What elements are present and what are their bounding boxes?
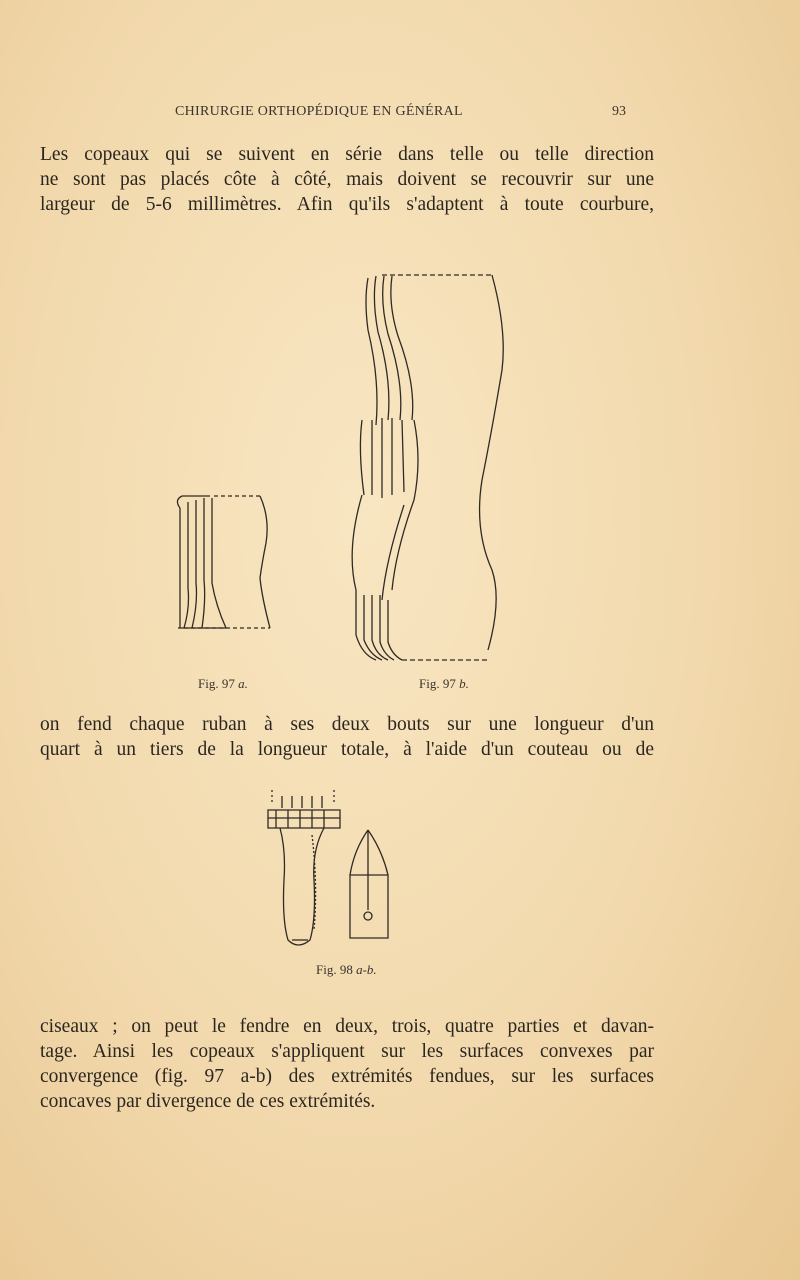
paragraph-3 (40, 1014, 654, 1114)
caption-letter: b. (459, 676, 469, 691)
paragraph-1 (40, 142, 654, 217)
figure-98-caption (316, 962, 377, 978)
page-number: 93 (612, 104, 626, 119)
paragraph-2 (40, 712, 654, 762)
text-line: largeur de 5-6 millimètres. Afin qu'ils s'adaptent à toute courbure, (40, 194, 654, 215)
text-line: tage. Ainsi les copeaux s'appliquent sur les surfaces convexes par (40, 1041, 654, 1062)
text-line: concaves par divergence de ces extrémités. (40, 1091, 376, 1112)
figure-97a (170, 488, 280, 638)
text-line: ciseaux ; on peut le fendre en deux, trois, quatre parties et davan- (40, 1016, 654, 1037)
text-line: on fend chaque ruban à ses deux bouts sur une longueur d'un (40, 714, 654, 735)
figure-97b (342, 270, 522, 665)
figure-97b-caption (419, 676, 469, 692)
figure-98 (262, 790, 402, 955)
text-line: quart à un tiers de la longueur totale, à l'aide d'un couteau ou de (40, 739, 654, 760)
text-line: Les copeaux qui se suivent en série dans telle ou telle direction (40, 144, 654, 165)
caption-prefix: Fig. 97 (419, 676, 460, 691)
figure-97a-caption (198, 676, 248, 692)
caption-letter: a-b. (356, 962, 377, 977)
caption-prefix: Fig. 97 (198, 676, 239, 691)
running-header: CHIRURGIE ORTHOPÉDIQUE EN GÉNÉRAL (175, 104, 463, 119)
caption-prefix: Fig. 98 (316, 962, 357, 977)
text-line: convergence (fig. 97 a-b) des extrémités fendues, sur les surfaces (40, 1066, 654, 1087)
caption-letter: a. (238, 676, 248, 691)
text-line: ne sont pas placés côte à côté, mais doivent se recouvrir sur une (40, 169, 654, 190)
